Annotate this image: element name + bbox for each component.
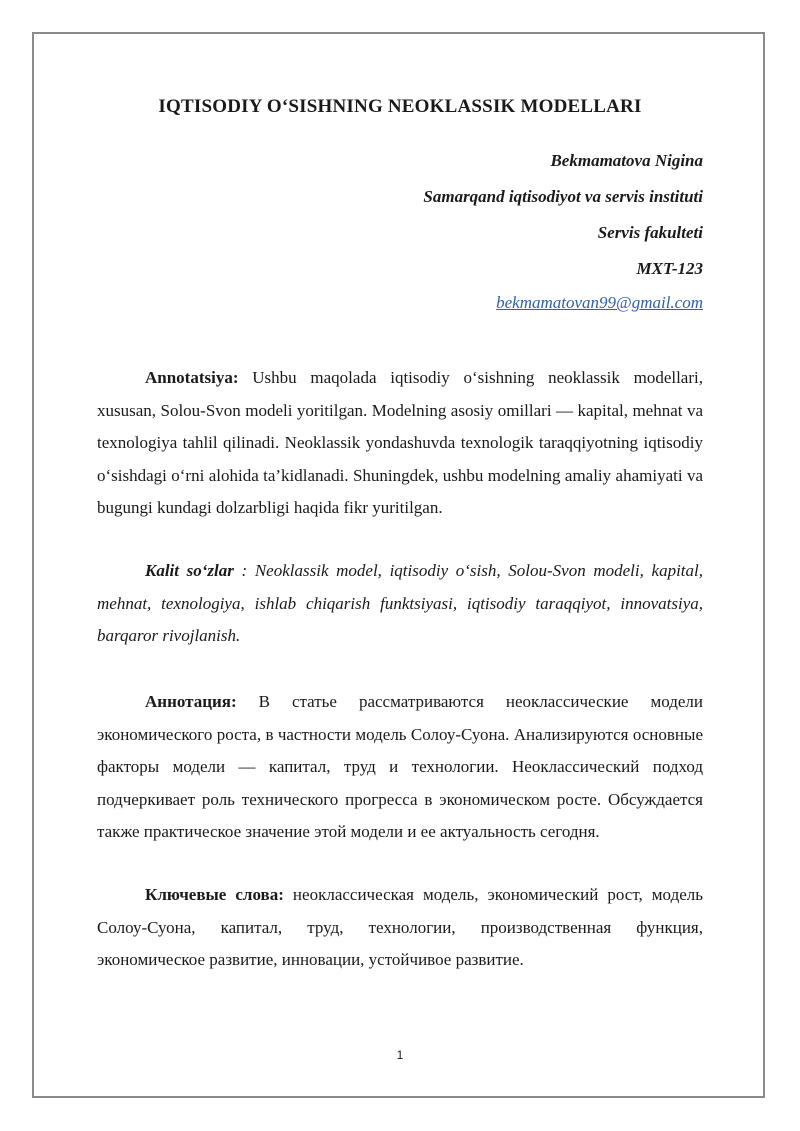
page-number: 1: [396, 1048, 404, 1062]
ru-keywords-paragraph: [97, 879, 703, 977]
document-title: IQTISODIY O‘SISHNING NEOKLASSIK MODELLARI: [158, 96, 642, 117]
uz-annotation-paragraph: [97, 362, 703, 525]
group-code: MXT-123: [636, 259, 703, 278]
ru-annotation-paragraph: [97, 686, 703, 849]
ru-annotation-label: Аннотация:: [145, 692, 237, 711]
uz-keywords-label: Kalit so‘zlar: [145, 561, 234, 580]
uz-annotation-text: Ushbu maqolada iqtisodiy o‘sishning neoklassik modellari, xususan, Solou-Svon modeli yoritilgan. Modelning asosiy omillari — kapital, mehnat va texnologiya tahlil qilinadi. Neoklassik yondashuvda texnologik taraqqiyotning iqtisodiy o‘sishdagi o‘rni alohida ta’kidlanadi. Shuningdek, ushbu modelning amaliy ahamiyati va bugungi kundagi dolzarbligi haqida fikr yuritilgan.: [97, 368, 703, 517]
ru-keywords-label: Ключевые слова:: [145, 885, 284, 904]
author-name: Bekmamatova Nigina: [550, 151, 703, 170]
uz-keywords-paragraph: [97, 555, 703, 653]
email-link[interactable]: bekmamatovan99@gmail.com: [496, 293, 703, 312]
ru-annotation-text: В статье рассматриваются неоклассические модели экономического роста, в частности модель Солоу-Суона. Анализируются основные факторы модели — капитал, труд и технологии. Неоклассический подход подчеркивает роль технического прогресса в экономическом росте. Обсуждается также практическое значение этой модели и ее актуальность сегодня.: [97, 692, 703, 841]
institution-name: Samarqand iqtisodiyot va servis instituti: [423, 187, 703, 206]
ru-keywords-text: неоклассическая модель, экономический рост, модель Солоу-Суона, капитал, труд, технологии, производственная функция, экономическое развитие, инновации, устойчивое развитие.: [97, 885, 703, 969]
faculty-name: Servis fakulteti: [597, 223, 703, 242]
uz-annotation-label: Annotatsiya:: [145, 368, 239, 387]
uz-keywords-text: : Neoklassik model, iqtisodiy o‘sish, Solou-Svon modeli, kapital, mehnat, texnologiya, ishlab chiqarish funktsiyasi, iqtisodiy taraqqiyot, innovatsiya, barqaror rivojlanish.: [97, 561, 703, 645]
